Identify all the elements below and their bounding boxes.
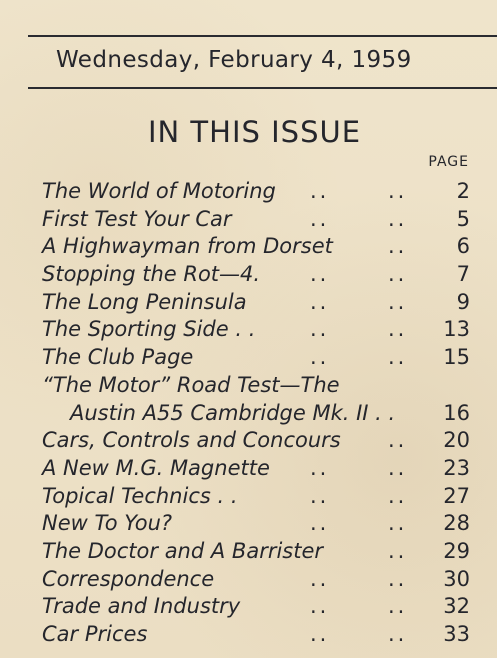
toc-entry[interactable]	[42, 592, 472, 620]
toc-entry[interactable]	[42, 482, 472, 510]
leader-dots: ..	[310, 262, 330, 287]
toc-entry[interactable]	[42, 399, 472, 427]
issue-date: Wednesday, February 4, 1959	[56, 47, 412, 73]
toc-entry-title: Stopping the Rot—4.	[42, 262, 261, 287]
toc-entry-page: 9	[456, 289, 470, 314]
toc-entry-title: First Test Your Car	[42, 206, 232, 231]
leader-dots: ..	[388, 345, 408, 370]
toc-entry-page: 13	[443, 317, 470, 342]
leader-dots: ..	[310, 483, 330, 508]
toc-entry[interactable]	[42, 232, 472, 260]
toc-entry-title: Austin A55 Cambridge Mk. II . .	[70, 400, 396, 425]
toc-entry-title: New To You?	[42, 511, 173, 536]
leader-dots: ..	[310, 289, 330, 314]
toc-entry-page: 27	[443, 483, 470, 508]
toc-entry[interactable]	[42, 537, 472, 565]
toc-entry-page: 32	[443, 594, 470, 619]
toc-entry[interactable]	[42, 205, 472, 233]
leader-dots: ..	[310, 511, 330, 536]
toc-entry[interactable]	[42, 371, 472, 399]
toc-entry-title: The Doctor and A Barrister	[42, 538, 324, 563]
leader-dots: ..	[388, 262, 408, 287]
leader-dots: ..	[388, 234, 408, 259]
table-of-contents	[42, 177, 472, 648]
leader-dots: ..	[388, 566, 408, 591]
toc-entry-page: 6	[456, 234, 470, 259]
toc-entry-title: Car Prices	[42, 622, 148, 646]
toc-entry-page: 30	[443, 566, 470, 591]
leader-dots: ..	[310, 206, 330, 231]
leader-dots: ..	[388, 538, 408, 563]
toc-entry-page: 5	[456, 206, 470, 231]
toc-entry[interactable]	[42, 343, 472, 371]
contents-heading: IN THIS ISSUE	[147, 115, 362, 149]
bottom-rule	[28, 87, 497, 89]
toc-entry[interactable]	[42, 288, 472, 316]
toc-entry[interactable]	[42, 260, 472, 288]
toc-entry-page: 33	[443, 622, 470, 646]
leader-dots: ..	[388, 594, 408, 619]
leader-dots: ..	[310, 317, 330, 342]
toc-entry-title: Correspondence	[42, 566, 215, 591]
toc-entry-title: Trade and Industry	[42, 594, 241, 619]
toc-entry-page: 2	[456, 179, 470, 203]
toc-entry-title: A Highwayman from Dorset	[42, 234, 333, 259]
toc-entry-title: A New M.G. Magnette	[42, 455, 270, 480]
top-rule	[28, 35, 497, 37]
leader-dots: ..	[310, 179, 330, 203]
toc-entry-page: 20	[443, 428, 470, 453]
page-column-label: PAGE	[428, 154, 469, 170]
toc-entry[interactable]	[42, 620, 472, 648]
toc-entry-page: 28	[443, 511, 470, 536]
leader-dots: ..	[388, 455, 408, 480]
leader-dots: ..	[388, 483, 408, 508]
leader-dots: ..	[388, 622, 408, 646]
toc-entry[interactable]	[42, 426, 472, 454]
leader-dots: ..	[310, 594, 330, 619]
leader-dots: ..	[388, 206, 408, 231]
toc-entry[interactable]	[42, 454, 472, 482]
leader-dots: ..	[388, 289, 408, 314]
leader-dots: ..	[310, 566, 330, 591]
toc-entry-title: Cars, Controls and Concours	[42, 428, 341, 453]
toc-entry-page: 15	[443, 345, 470, 370]
leader-dots: ..	[388, 428, 408, 453]
leader-dots: ..	[388, 317, 408, 342]
toc-entry-title: The World of Motoring	[42, 179, 276, 203]
leader-dots: ..	[310, 622, 330, 646]
toc-entry-page: 7	[456, 262, 470, 287]
toc-entry-title: The Club Page	[42, 345, 194, 370]
toc-entry[interactable]	[42, 565, 472, 593]
toc-entry-title: The Sporting Side . .	[42, 317, 256, 342]
toc-entry[interactable]	[42, 177, 472, 205]
toc-entry-title: “The Motor” Road Test—The	[42, 372, 340, 397]
leader-dots: ..	[388, 511, 408, 536]
leader-dots: ..	[388, 179, 408, 203]
toc-entry-title: Topical Technics . .	[42, 483, 238, 508]
leader-dots: ..	[310, 455, 330, 480]
toc-entry[interactable]	[42, 509, 472, 537]
toc-entry-page: 23	[443, 455, 470, 480]
toc-entry[interactable]	[42, 315, 472, 343]
leader-dots: ..	[310, 345, 330, 370]
toc-entry-page: 16	[443, 400, 470, 425]
toc-entry-title: The Long Peninsula	[42, 289, 247, 314]
toc-entry-page: 29	[443, 538, 470, 563]
